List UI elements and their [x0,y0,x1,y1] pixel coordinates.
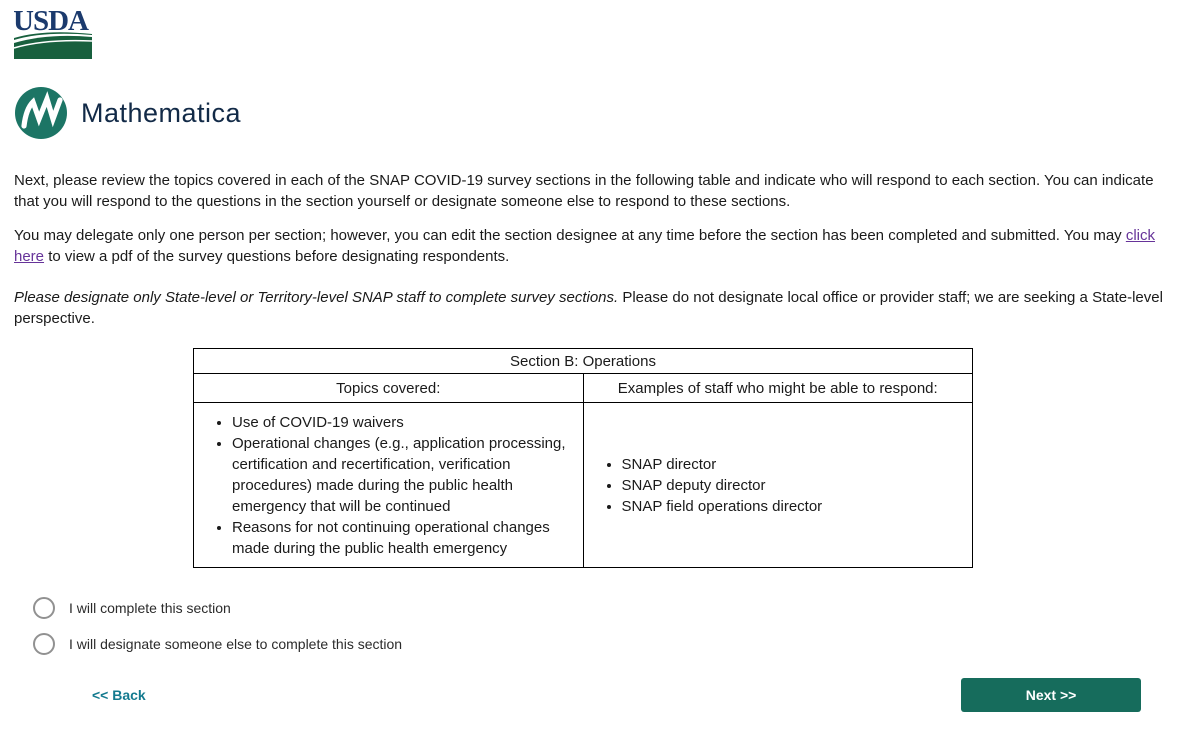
click-here-link[interactable]: click here [14,227,1156,265]
radio-button-unselected[interactable] [33,633,55,655]
intro-text [14,170,1168,329]
table-title-row [194,349,973,374]
p2-text-before: You may delegate only one person per section; however, you can edit the section designee at any time before the section has been completed and submitted. You may [14,227,1126,244]
mathematica-logo [14,86,1182,140]
mathematica-m-icon [14,86,68,140]
respondent-options [33,597,1182,655]
intro-paragraph-3 [14,287,1168,329]
staff-item: • SNAP deputy director [622,475,959,496]
staff-item: • SNAP field operations director [622,496,959,517]
topics-column-header: Topics covered: [194,374,584,403]
intro-paragraph-2 [14,225,1168,267]
mathematica-wordmark: Mathematica [81,97,242,128]
radio-button-unselected[interactable] [33,597,55,619]
back-link[interactable]: << Back [92,687,146,703]
next-button[interactable]: Next >> [961,678,1141,712]
table-body-row [194,403,973,568]
staff-column-header: Examples of staff who might be able to respond: [583,374,973,403]
option-label: I will designate someone else to complete this section [69,636,403,652]
p3-italic-text: Please designate only State-level or Territory-level SNAP staff to complete survey sections. [14,289,619,306]
option-complete-myself[interactable] [33,597,1182,619]
usda-logo-text-svg: USDA [14,5,88,37]
footer-nav [0,678,1182,712]
usda-logo [14,5,92,64]
option-designate-someone[interactable] [33,633,1182,655]
section-b-table [193,348,973,568]
staff-cell [583,403,973,568]
staff-item: • SNAP director [622,454,959,475]
staff-list [622,454,959,517]
topics-cell [194,403,584,568]
topic-item: • Reasons for not continuing operational changes made during the public health emergency [232,517,569,559]
p2-text-after: to view a pdf of the survey questions before designating respondents. [44,248,510,265]
table-header-row [194,374,973,403]
option-label: I will complete this section [69,600,231,616]
table-title: Section B: Operations [194,349,973,374]
usda-logo-icon [14,5,92,59]
topic-item: • Operational changes (e.g., application processing, certification and recertification, verification procedures) made during the public health emergency that will be continued [232,433,569,517]
topics-list [232,412,569,559]
intro-paragraph-1: Next, please review the topics covered in each of the SNAP COVID-19 survey sections in the following table and indicate who will respond to each section. You can indicate that you will respond to the questions in the section yourself or designate someone else to respond to these sections. [14,172,1154,210]
survey-page [0,5,1182,740]
topic-item: • Use of COVID-19 waivers [232,412,569,433]
p3-regular-text: Please do not designate local office or provider staff; we are seeking a State-level perspective. [14,289,1163,327]
